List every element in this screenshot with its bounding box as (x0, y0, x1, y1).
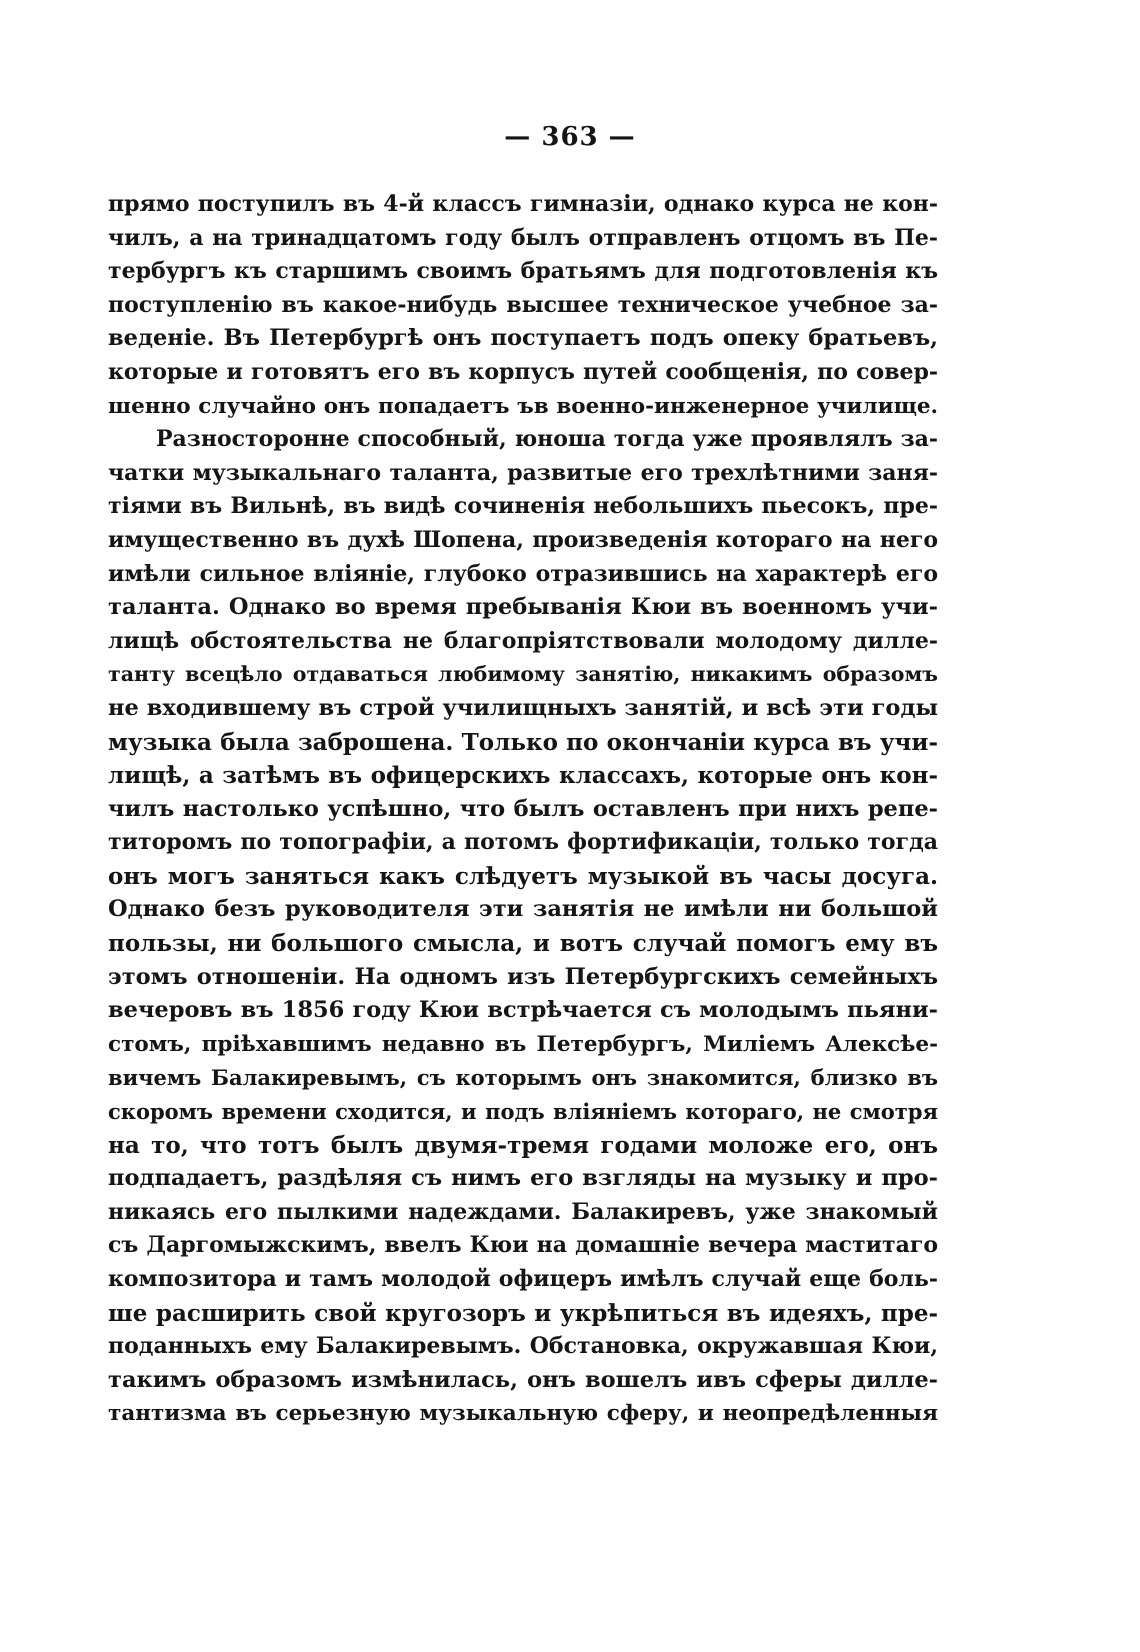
text-line: лищѣ обстоятельства не благопріятствовали молодому дилле- (108, 627, 938, 654)
text-line: титоромъ по топографіи, а потомъ фортификаціи, только тогда (108, 829, 938, 856)
text-line: вичемъ Балакиревымъ, съ которымъ онъ знакомится, близко въ (108, 1065, 938, 1091)
text-line: пользы, ни большого смысла, и вотъ случай помогъ ему въ (108, 930, 938, 958)
text-line: композитора и тамъ молодой офицеръ имѣлъ случай еще боль- (108, 1266, 938, 1292)
text-line: чилъ, а на тринадцатомъ году былъ отправленъ отцомъ въ Пе- (108, 224, 938, 251)
text-line: подпадаетъ, раздѣляя съ нимъ его взгляды на музыку и про- (108, 1165, 938, 1192)
text-line: лищѣ, а затѣмъ въ офицерскихъ классахъ, которые онъ кон- (108, 762, 938, 790)
text-line: вечеровъ въ 1856 году Кюи встрѣчается съ молодымъ пьяни- (108, 997, 938, 1024)
text-line: музыка была заброшена. Только по окончаніи курса въ учи- (108, 728, 938, 756)
text-line: имущественно въ духѣ Шопена, произведенія котораго на него (108, 526, 938, 553)
text-line: Разносторонне способный, юноша тогда уже проявлялъ за- (156, 426, 938, 453)
text-line: никаясь его пылкими надеждами. Балакиревъ, уже знакомый (108, 1198, 938, 1225)
body-text (108, 188, 938, 1431)
text-line: стомъ, пріѣхавшимъ недавно въ Петербургъ, Миліемъ Алексѣе- (108, 1031, 938, 1057)
text-line: такимъ образомъ измѣнилась, онъ вошелъ ивъ сферы дилле- (108, 1366, 938, 1393)
text-line: тербургъ къ старшимъ своимъ братьямъ для подготовленія къ (108, 258, 938, 285)
text-line: танту всецѣло отдаваться любимому занятію, никакимъ образомъ (108, 662, 938, 687)
text-line: чилъ настолько успѣшно, что былъ оставленъ при нихъ репе- (108, 795, 938, 822)
text-line: этомъ отношеніи. На одномъ изъ Петербургскихъ семейныхъ (108, 963, 938, 990)
text-line: веденіе. Въ Петербургѣ онъ поступаетъ подъ опеку братьевъ, (108, 325, 938, 352)
text-line: которые и готовятъ его въ корпусъ путей сообщенія, по совер- (108, 358, 938, 385)
text-line: не входившему въ строй училищныхъ занятій, и всѣ эти годы (108, 694, 938, 721)
text-line: шенно случайно онъ попадаетъ ъв военно-инженерное училище. (108, 393, 938, 419)
text-line: чатки музыкальнаго таланта, развитые его трехлѣтними заня- (108, 459, 938, 486)
text-line: съ Даргомыжскимъ, ввелъ Кюи на домашніе вечера маститаго (108, 1232, 938, 1259)
text-line: Однако безъ руководителя эти занятія не имѣли ни большой (108, 896, 938, 923)
text-line: прямо поступилъ въ 4-й классъ гимназіи, однако курса не кон- (108, 191, 938, 217)
text-line: ше расширить свой кругозоръ и укрѣпиться въ идеяхъ, пре- (108, 1299, 938, 1327)
text-line: онъ могъ заняться какъ слѣдуетъ музыкой въ часы досуга. (108, 862, 938, 890)
page-number: — 363 — (504, 122, 636, 152)
text-line: скоромъ времени сходится, и подъ вліяніемъ котораго, не смотря (108, 1099, 938, 1125)
text-line: имѣли сильное вліяніе, глубоко отразившись на характерѣ его (108, 560, 938, 587)
text-line: поступленію въ какое-нибудь высшее техническое учебное за- (108, 291, 938, 318)
text-line: тантизма въ серьезную музыкальную сферу, и неопредѣленныя (108, 1401, 938, 1427)
text-line: таланта. Однако во время пребыванія Кюи въ военномъ учи- (108, 594, 938, 621)
text-line: на то, что тотъ былъ двумя-тремя годами моложе его, онъ (108, 1131, 938, 1159)
text-line: поданныхъ ему Балакиревымъ. Обстановка, окружавшая Кюи, (108, 1333, 938, 1360)
text-line: тіями въ Вильнѣ, въ видѣ сочиненія небольшихъ пьесокъ, пре- (108, 493, 938, 520)
